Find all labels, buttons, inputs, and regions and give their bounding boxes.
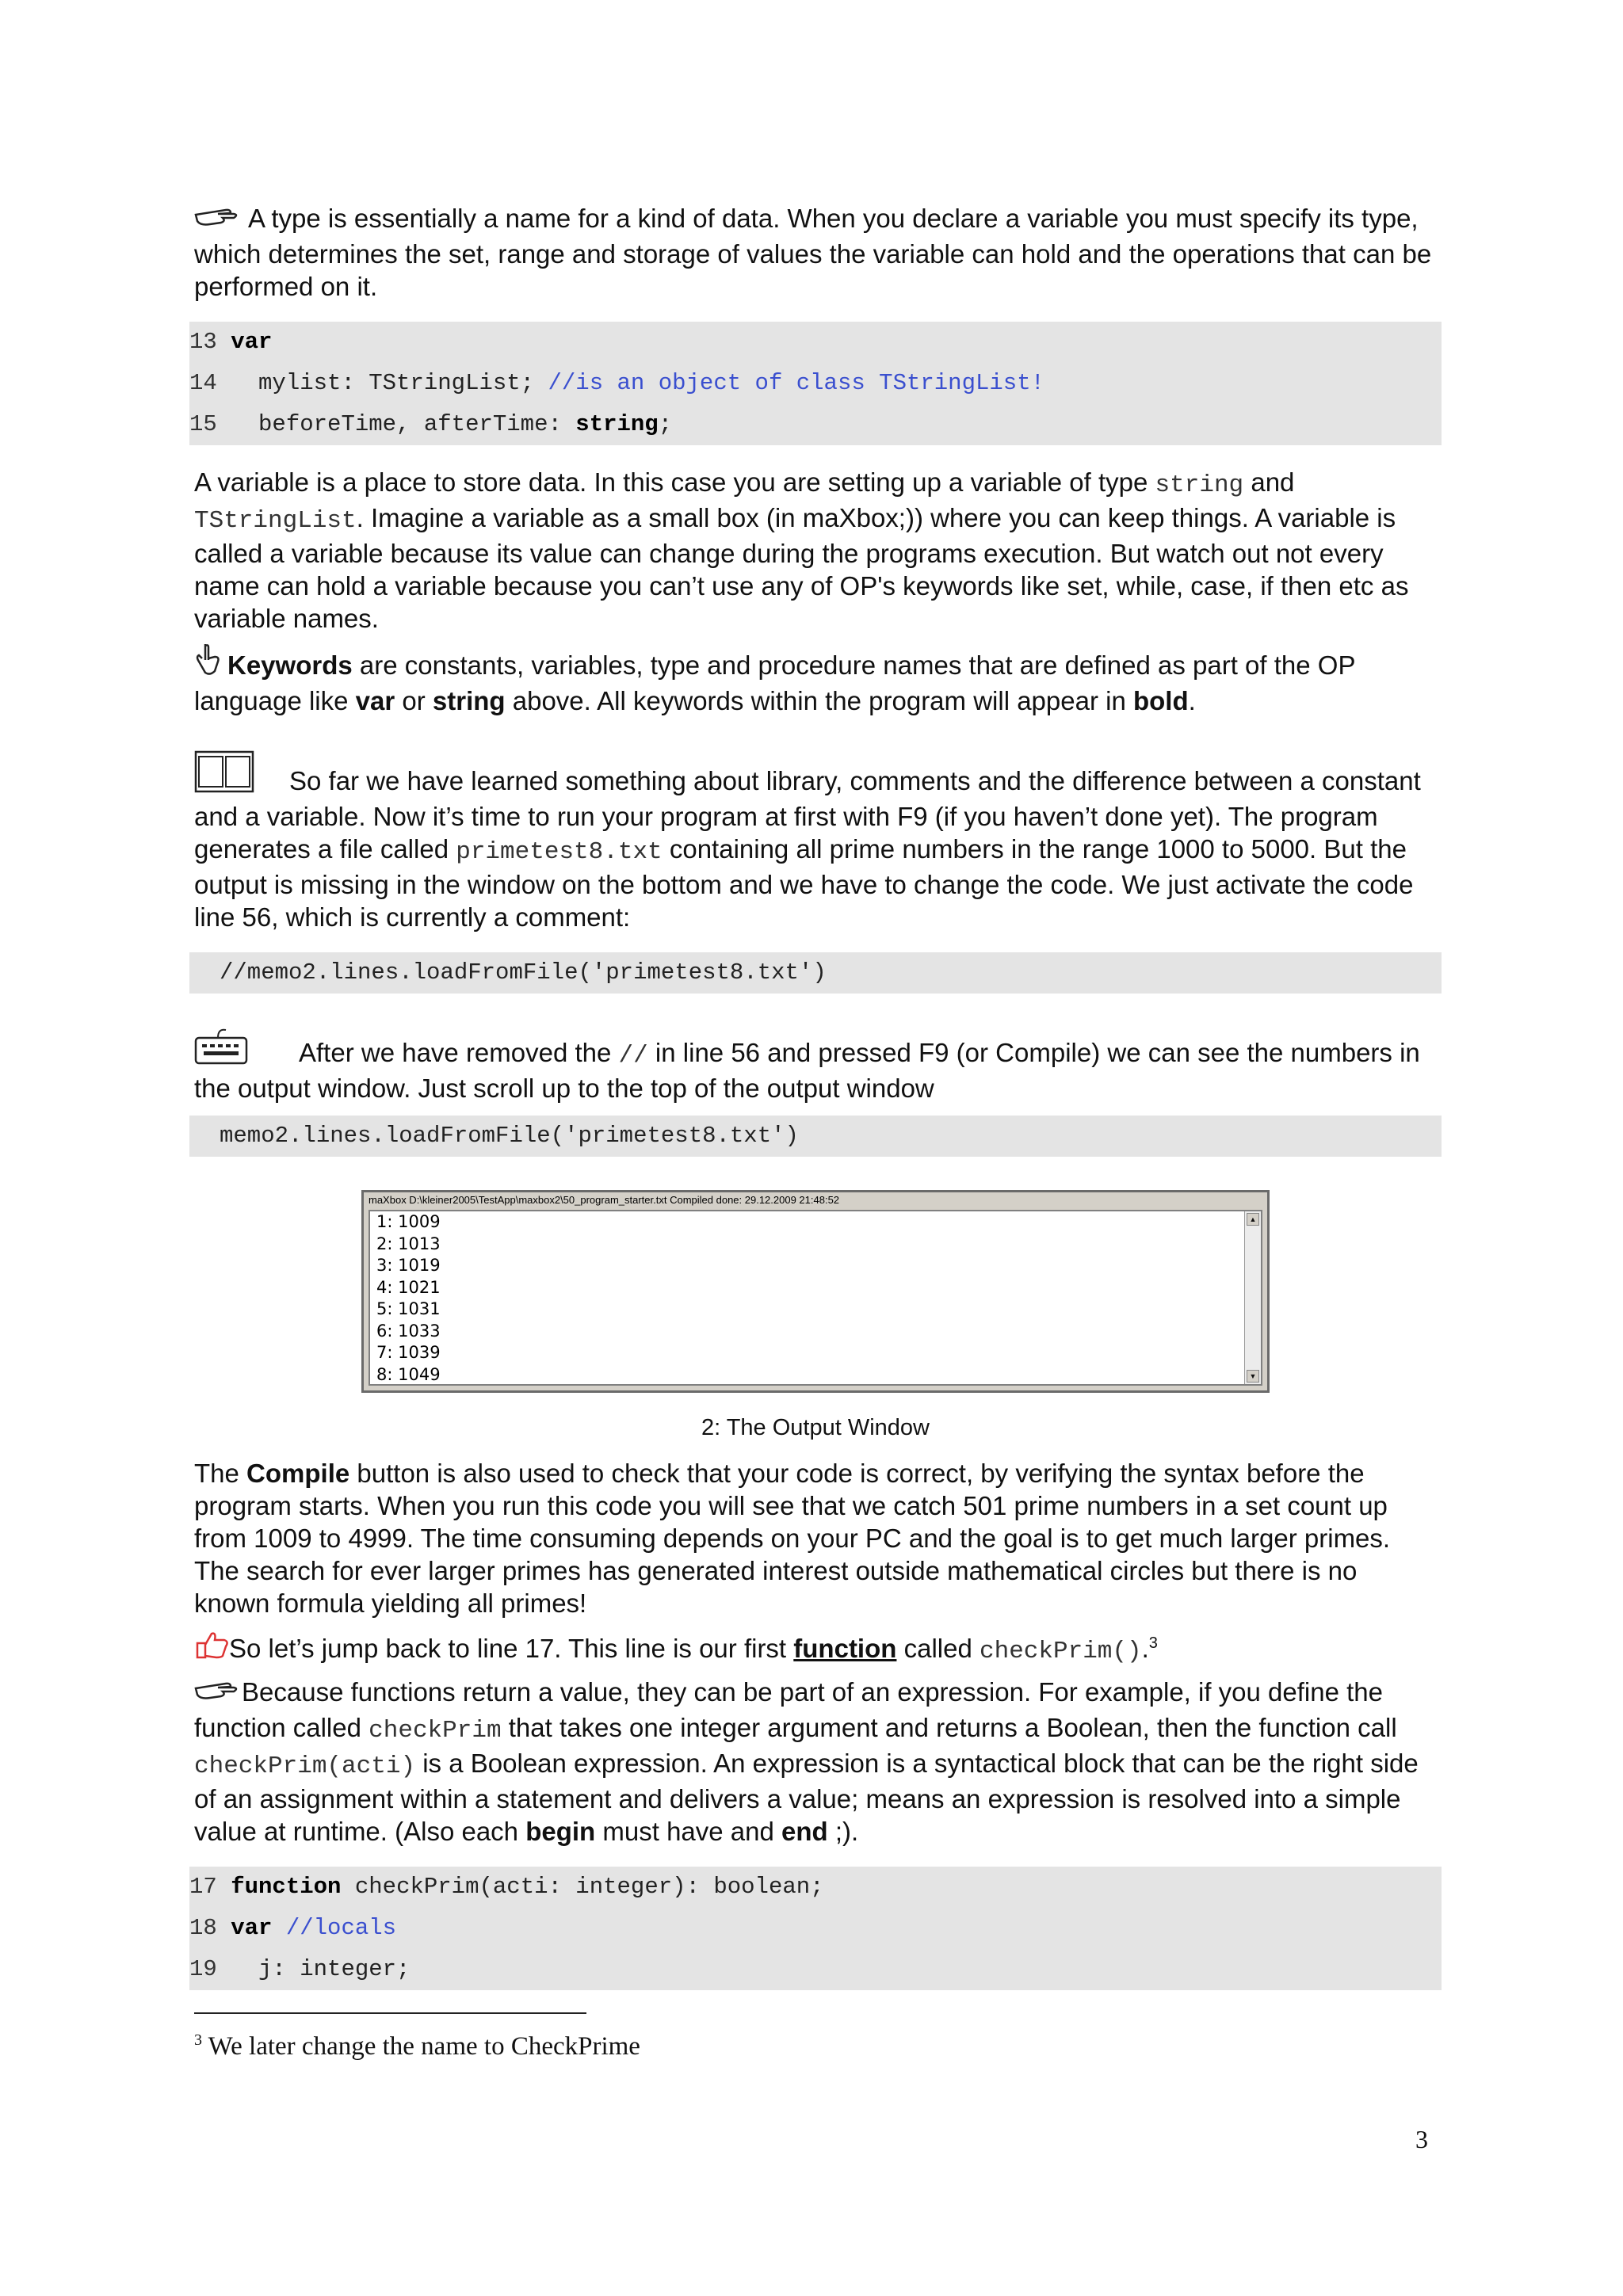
footnote-divider <box>194 2012 586 2014</box>
figure-caption: 2: The Output Window <box>701 1415 930 1440</box>
list-item: 6: 1033 <box>376 1321 441 1341</box>
list-item: 5: 1031 <box>376 1299 441 1318</box>
hand-point-up-icon <box>194 643 221 685</box>
paragraph-type: A type is essentially a name for a kind of data. When you declare a variable you must specify its type, which determines the set, range and storage of values the variable can hold and the operations that can be performed on it. <box>194 204 1432 301</box>
list-item: 4: 1021 <box>376 1277 441 1297</box>
code-line: 15 beforeTime, afterTime: string; <box>189 411 673 437</box>
document-page <box>189 202 1437 2061</box>
output-list <box>369 1210 1262 1386</box>
code-block-active <box>189 1116 1442 1157</box>
list-item: 2: 1013 <box>376 1234 441 1253</box>
footnote: $^3$ We later change the name to CheckPrime <box>194 2031 640 2061</box>
list-item: 3: 1019 <box>376 1256 441 1275</box>
output-window-screenshot <box>361 1190 1270 1393</box>
book-icon <box>194 750 254 800</box>
code-line: 14 mylist: TStringList; //is an object of class TStringList! <box>189 370 1045 396</box>
thumb-icon <box>194 1629 229 1668</box>
output-window-figure <box>194 1190 1437 1441</box>
code-line: 19 j: integer; <box>189 1956 411 1982</box>
paragraph-variable: A variable is a place to store data. In this case you are setting up a variable of type string and TStringList. Imagine a variable as a small box (in maXbox;)) where you can keep things. A variable is called a variable because its value can change during the programs execution. But watch out not every name can hold a variable because you can’t use any of OP's keywords like set, while, case, if then etc as variable names. <box>194 467 1409 633</box>
code-line: 17 function checkPrim(acti: integer): boolean; <box>189 1874 824 1900</box>
window-title: maXbox D:\kleiner2005\TestApp\maxbox2\50_program_starter.txt Compiled done: 29.12.2009 21:48:52 <box>364 1192 1267 1208</box>
code-line: //memo2.lines.loadFromFile('primetest8.txt') <box>220 959 827 986</box>
paragraph-run: So far we have learned something about library, comments and the difference between a constant and a variable. Now it’s time to run your program at first with F9 (if you haven’t done yet). The program generates a file called primetest8.txt containing all prime numbers in the range 1000 to 5000. But the output is missing in the window on the bottom and we have to change the code. We just activate the code line 56, which is currently a comment: <box>194 750 1437 933</box>
scroll-down-icon: ▼ <box>1247 1370 1259 1383</box>
list-item: 1: 1009 <box>376 1212 441 1231</box>
scrollbar <box>1244 1211 1261 1384</box>
paragraph-compile: The Compile button is also used to check that your code is correct, by verifying the syntax before the program starts. When you run this code you will see that we catch 501 prime numbers in a set count up from 1009 to 4999. The time consuming depends on your PC and the goal is to get much larger primes. The search for ever larger primes has generated interest outside mathematical circles but there is no known formula yielding all primes! <box>194 1459 1391 1618</box>
list-item: 8: 1049 <box>376 1364 441 1384</box>
code-line: 13 var <box>189 329 273 355</box>
list-item: 7: 1039 <box>376 1343 441 1362</box>
paragraph-output: After we have removed the // in line 56 and pressed F9 (or Compile) we can see the numbers in the output window. Just scroll up to the top of the output window <box>194 1027 1437 1104</box>
code-line: 18 var //locals <box>189 1915 397 1941</box>
code-block-vars <box>189 322 1442 445</box>
paragraph-keywords: Keywords are constants, variables, type and procedure names that are defined as part of the OP language like var or string above. All keywords within the program will appear in bold. <box>194 643 1437 717</box>
paragraph-expression: Because functions return a value, they can be part of an expression. For example, if you define the function called checkPrim that takes one integer argument and returns a Boolean, then the function call checkPrim(acti) is a Boolean expression. An expression is a syntactical block that can be the right side of an assignment within a statement and delivers a value; means an expression is resolved into a simple value at runtime. (Also each begin must have and end ;). <box>194 1677 1419 1846</box>
pointing-hand-icon <box>194 204 242 238</box>
scroll-up-icon: ▲ <box>1247 1213 1259 1226</box>
page-number: 3 <box>1415 2125 1428 2153</box>
paragraph-function: So let’s jump back to line 17. This line is our first function called checkPrim().$^3$ <box>194 1627 1437 1668</box>
pointing-hand-icon <box>194 1677 242 1711</box>
code-block-function <box>189 1867 1442 1990</box>
code-line: memo2.lines.loadFromFile('primetest8.txt') <box>220 1123 799 1149</box>
keyboard-icon <box>194 1027 248 1072</box>
code-block-comment <box>189 952 1442 994</box>
